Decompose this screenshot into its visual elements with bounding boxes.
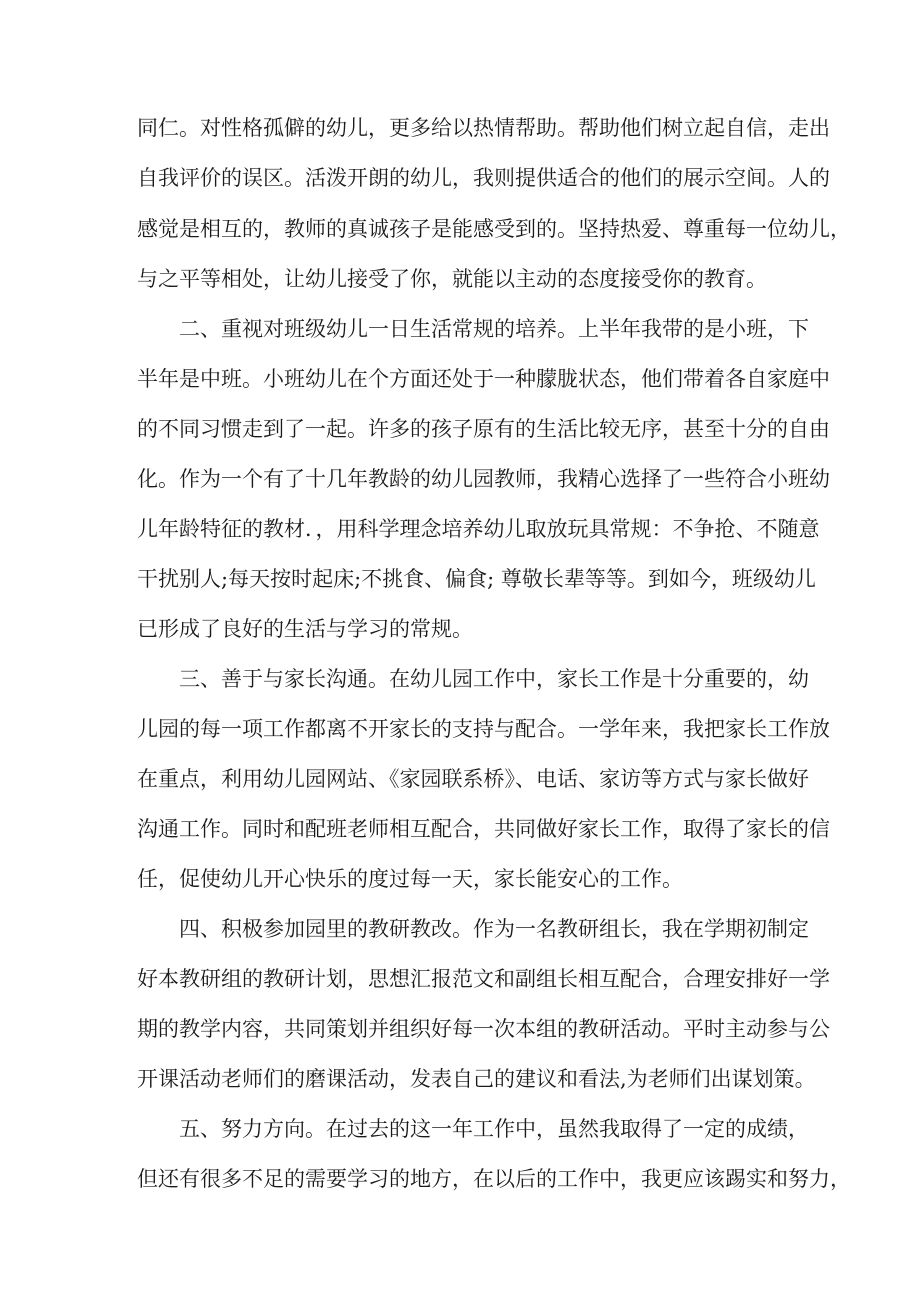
text-line: 儿年龄特征的教材．，用科学理念培养幼儿取放玩具常规：不争抢、不随意 (137, 517, 820, 541)
paragraph-heading-line: 三、善于与家长沟通。在幼儿园工作中，家长工作是十分重要的，幼 (179, 667, 809, 691)
text-line: 开课活动老师们的磨课活动，发表自己的建议和看法,为老师们出谋划策。 (137, 1067, 816, 1091)
text-line: 已形成了良好的生活与学习的常规。 (137, 617, 473, 641)
text-line: 期的教学内容，共同策划并组织好每一次本组的教研活动。平时主动参与公 (137, 1017, 830, 1041)
text-line: 任，促使幼儿开心快乐的度过每一天，家长能安心的工作。 (137, 867, 683, 891)
text-line: 自我评价的误区。活泼开朗的幼儿，我则提供适合的他们的展示空间。人的 (137, 166, 830, 190)
text-line: 好本教研组的教研计划，思想汇报范文和副组长相互配合，合理安排好一学 (137, 967, 830, 991)
text-line: 干扰别人;每天按时起床;不挑食、偏食; 尊敬长辈等等。到如今，班级幼儿 (137, 567, 816, 591)
paragraph-heading-line: 四、积极参加园里的教研教改。作为一名教研组长，我在学期初制定 (179, 917, 809, 941)
text-line: 化。作为一个有了十几年教龄的幼儿园教师，我精心选择了一些符合小班幼 (137, 467, 830, 491)
paragraph-heading-line: 五、努力方向。在过去的这一年工作中，虽然我取得了一定的成绩， (179, 1117, 809, 1141)
text-line: 同仁。对性格孤僻的幼儿，更多给以热情帮助。帮助他们树立起自信，走出 (137, 116, 830, 140)
text-line: 的不同习惯走到了一起。许多的孩子原有的生活比较无序，甚至十分的自由 (137, 417, 830, 441)
paragraph-heading-line: 二、重视对班级幼儿一日生活常规的培养。上半年我带的是小班，下 (179, 317, 809, 341)
text-line: 在重点，利用幼儿园网站、《家园联系桥》、电话、家访等方式与家长做好 (137, 767, 809, 791)
text-line: 半年是中班。小班幼儿在个方面还处于一种朦胧状态，他们带着各自家庭中 (137, 367, 830, 391)
text-line: 儿园的每一项工作都离不开家长的支持与配合。一学年来，我把家长工作放 (137, 717, 830, 741)
text-line: 与之平等相处，让幼儿接受了你，就能以主动的态度接受你的教育。 (137, 267, 767, 291)
text-line: 感觉是相互的，教师的真诚孩子是能感受到的。坚持热爱、尊重每一位幼儿， (137, 217, 851, 241)
text-line: 沟通工作。同时和配班老师相互配合，共同做好家长工作，取得了家长的信 (137, 817, 830, 841)
text-line: 但还有很多不足的需要学习的地方，在以后的工作中，我更应该踢实和努力， (137, 1167, 851, 1191)
